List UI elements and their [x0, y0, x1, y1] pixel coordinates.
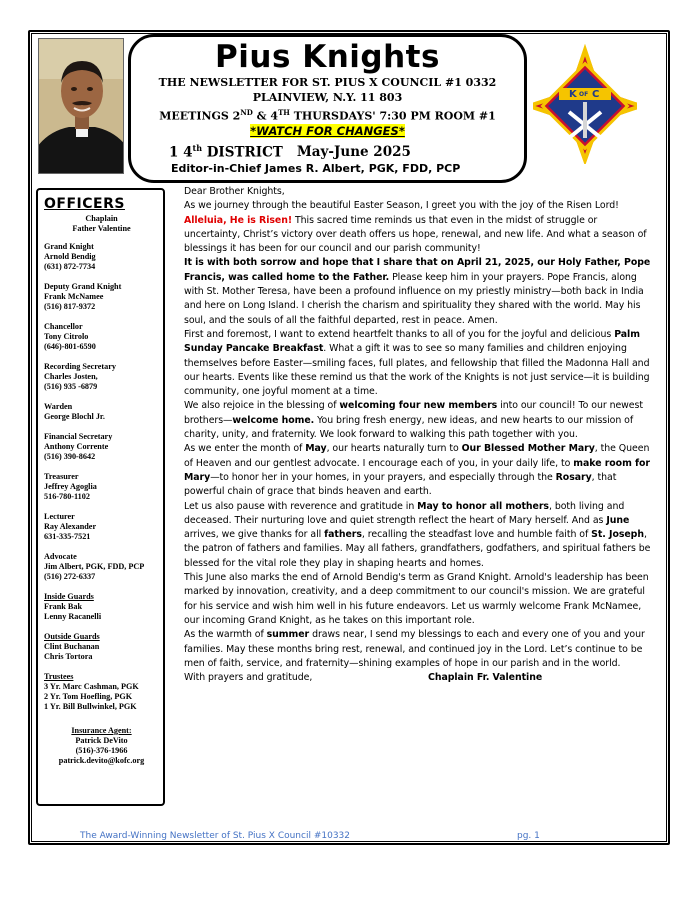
meetings-line: MEETINGS 2ND & 4TH THURSDAYS' 7:30 PM ROOM #1 [159, 108, 496, 123]
officer-name: Clint Buchanan [44, 642, 100, 651]
officer-inside-guards [44, 592, 159, 622]
officer-title: Trustees [44, 672, 74, 681]
officer-name: Patrick DeVito [75, 736, 128, 745]
council-line: THE NEWSLETTER FOR ST. PIUS X COUNCIL #1 0332 [158, 76, 497, 89]
officer-name: Jeffrey Agoglia [44, 482, 97, 491]
officer-name: 2 Yr. Tom Hoefling, PGK [44, 692, 133, 701]
officer-phone: 516-780-1102 [44, 492, 90, 501]
letter-paragraph: Let us also pause with reverence and gratitude in May to honor all mothers, both living and deceased. Their nurturing love and quiet strength reflect the heart of Mary herself. And as June arrives, we give thanks for all fathers, recalling the steadfast love and humble faith of St. Joseph, the patron of fathers and families. May all fathers, grandfathers, godfathers, and spiritual fathers be blessed for the vital role they play in shaping hearts and homes. [184, 500, 651, 569]
officer-name: Ray Alexander [44, 522, 97, 531]
page-number: pg. 1 [517, 831, 540, 841]
officer-name: Anthony Corrente [44, 442, 109, 451]
officer-phone: (516) 390-8642 [44, 452, 96, 461]
officer-phone: (516) 935 -6879 [44, 382, 98, 391]
officer-advocate [44, 552, 159, 582]
location-line: PLAINVIEW, N.Y. 11 803 [252, 91, 403, 104]
officer-title: Treasurer [44, 472, 79, 481]
officer-phone: (646)-801-6590 [44, 342, 96, 351]
officer-financial-secretary [44, 432, 159, 462]
watch-for-changes: *WATCH FOR CHANGES* [250, 123, 405, 138]
officer-name: Arnold Bendig [44, 252, 96, 261]
officer-title: Outside Guards [44, 632, 100, 641]
footer-tagline: The Award-Winning Newsletter of St. Pius X Council #10332 [80, 831, 350, 841]
officer-title: Deputy Grand Knight [44, 282, 122, 291]
emblem-letter-k: K [569, 89, 577, 100]
officer-phone: (631) 872-7734 [44, 262, 96, 271]
officer-title: Inside Guards [44, 592, 94, 601]
officer-title: Lecturer [44, 512, 75, 521]
officer-name: Lenny Racanelli [44, 612, 102, 621]
officer-name: George Blochl Jr. [44, 412, 105, 421]
officer-title: Chancellor [44, 322, 83, 331]
officer-email: patrick.devito@kofc.org [58, 756, 145, 765]
emblem-letter-of: OF [579, 91, 589, 98]
chaplain-letter [184, 185, 654, 685]
officer-name: 1 Yr. Bill Bullwinkel, PGK [44, 702, 137, 711]
emblem-letter-c: C [592, 89, 600, 100]
officer-title: Advocate [44, 552, 77, 561]
officer-lecturer [44, 512, 159, 542]
officer-recording-secretary [44, 362, 159, 392]
officer-name: Jim Albert, PGK, FDD, PCP [44, 562, 145, 571]
officer-title: Warden [44, 402, 73, 411]
letter-signature: Chaplain Fr. Valentine [428, 672, 543, 684]
letter-paragraph: This June also marks the end of Arnold Bendig's term as Grand Knight. Arnold's leadership has been marked by innovation, creativity, and a deep commitment to our council's mission. We are grateful for his service and wish him well in his future endeavors. Let us warmly welcome Frank McNamee, our incoming Grand Knight, as he takes on this important role. [184, 572, 649, 626]
letter-paragraph: First and foremost, I want to extend heartfelt thanks to all of you for the joyful and delicious Palm Sunday Pancake Breakfast. What a gift it was to see so many families and children enjoying themselves before Easter—smiling faces, full plates, and fellowship that filled the Madonna Hall and our hearts. Events like these remind us that the work of the Knights is not just service—it is building community, one joyful moment at a time. [184, 328, 650, 398]
officer-phone: 631-335-7521 [44, 532, 91, 541]
officer-trustees [44, 672, 159, 712]
officer-title: Chaplain [85, 214, 118, 223]
officer-grand-knight [44, 242, 159, 272]
officer-title: Financial Secretary [44, 432, 113, 441]
officer-chancellor [44, 322, 159, 352]
letter-greeting: Dear Brother Knights, [184, 186, 285, 197]
knights-of-columbus-emblem-icon [533, 44, 637, 164]
officer-phone: (516) 817-9372 [44, 302, 96, 311]
alleluia-highlight: Alleluia, He is Risen! [184, 214, 293, 226]
officer-title: Grand Knight [44, 242, 94, 251]
officer-name: Father Valentine [72, 224, 131, 233]
officers-title: OFFICERS [44, 196, 125, 212]
letter-paragraph: As the warmth of summer draws near, I send my blessings to each and every one of you and your families. May these months bring rest, renewal, and continued joy in the Lord. Let’s continue to be men of faith, service, and fraternity—shining examples of hope in our parish and in the world. [184, 629, 645, 669]
newsletter-title: Pius Knights [215, 39, 440, 75]
chaplain-block [44, 214, 159, 234]
priest-portrait-icon [38, 38, 124, 174]
editor-line: Editor-in-Chief James R. Albert, PGK, FDD, PCP [171, 162, 461, 176]
officer-title: Insurance Agent: [71, 726, 132, 735]
officer-name: Frank Bak [44, 602, 82, 611]
officer-warden [44, 402, 159, 422]
officer-name: Frank McNamee [44, 292, 104, 301]
letter-closing: With prayers and gratitude, [184, 672, 313, 684]
officer-phone: (516) 272-6337 [44, 572, 96, 581]
officer-outside-guards [44, 632, 159, 662]
letter-paragraph: As we journey through the beautiful Easter Season, I greet you with the joy of the Risen Lord! Alleluia, He is Risen! This sacred time reminds us that even in the midst of struggle or uncertainty, Christ’s victory over death offers us hope, renewal, and new life. And what a season of blessings it has been for our council and our parish community! [184, 200, 647, 255]
letter-paragraph: As we enter the month of May, our hearts naturally turn to Our Blessed Mother Mary, the Queen of Heaven and our gentlest advocate. I encourage each of you, in your daily life, to make room for Mary—to honor her in your homes, in your prayers, and especially through the Rosary, that powerful chain of grace that binds heaven and earth. [184, 443, 650, 498]
closing-row [184, 671, 654, 685]
officer-deputy-grand-knight [44, 282, 159, 312]
officer-name: Charles Josten, [44, 372, 98, 381]
letter-paragraph: It is with both sorrow and hope that I share that on April 21, 2025, our Holy Father, Pope Francis, was called home to the Father. Please keep him in your prayers. Pope Francis, along with St. Mother Teresa, have been a profound influence on my priestly ministry—both back in India and here on Long Island. I cherish the charism and spirituality they shared with the world. May his soul, and the souls of all the faithful departed, rest in peace. Amen. [184, 257, 651, 326]
officer-title: Recording Secretary [44, 362, 116, 371]
masthead-box [128, 34, 527, 183]
officer-name: Tony Citrolo [44, 332, 89, 341]
officers-sidebar [36, 188, 165, 806]
district-date-line: 1 4th DISTRICT May-June 2025 [169, 142, 411, 161]
officer-treasurer [44, 472, 159, 502]
letter-paragraph: We also rejoice in the blessing of welcoming four new members into our council! To our newest brothers—welcome home. You bring fresh energy, new ideas, and new hearts to our mission of charity, unity, and fraternity. We look forward to walking this path together with you. [184, 400, 643, 441]
officer-name: 3 Yr. Marc Cashman, PGK [44, 682, 139, 691]
officer-name: Chris Tortora [44, 652, 93, 661]
officer-phone: (516)-376-1966 [75, 746, 128, 755]
insurance-agent-block [44, 726, 159, 766]
